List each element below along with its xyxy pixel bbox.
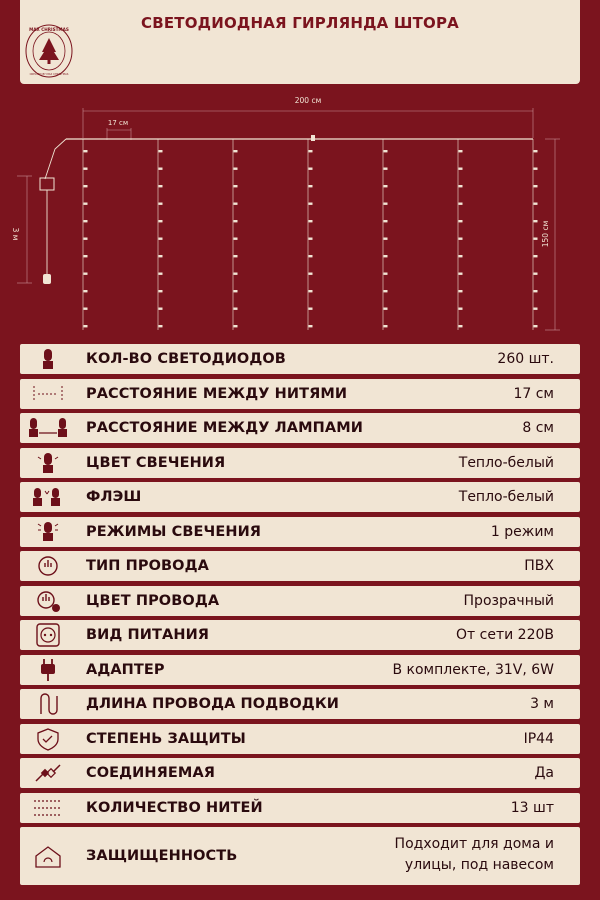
spec-row — [20, 689, 580, 719]
led-lamp — [84, 290, 88, 292]
spec-label: ВИД ПИТАНИЯ — [86, 627, 210, 643]
modes-icon — [28, 520, 68, 544]
led-lamp — [309, 185, 313, 187]
height-label: 150 см — [541, 220, 550, 248]
adapter-plug-icon — [28, 658, 68, 682]
spec-label: ЦВЕТ СВЕЧЕНИЯ — [86, 454, 226, 471]
led-lamp — [534, 203, 538, 205]
spec-label: СОЕДИНЯЕМАЯ — [86, 765, 216, 781]
led-bulb-icon — [28, 347, 68, 371]
spec-label: КОЛ-ВО СВЕТОДИОДОВ — [86, 351, 286, 367]
led-lamp — [309, 325, 313, 327]
led-lamp — [534, 255, 538, 257]
led-lamp — [84, 220, 88, 222]
spec-value: 17 см — [513, 385, 554, 402]
strand-spacing-icon — [28, 382, 68, 406]
spacing-label: 17 см — [107, 119, 129, 127]
led-lamp — [234, 203, 238, 205]
width-label: 200 см — [294, 96, 322, 105]
led-lamp — [534, 325, 538, 327]
led-lamp — [309, 238, 313, 240]
led-lamp — [459, 220, 463, 222]
flash-icon — [28, 485, 68, 509]
house-icon — [28, 844, 68, 868]
wire-type-icon — [28, 554, 68, 578]
spec-row — [20, 586, 580, 616]
led-lamp — [459, 185, 463, 187]
led-lamp — [309, 290, 313, 292]
glow-color-icon — [28, 451, 68, 475]
power-socket-icon — [28, 623, 68, 647]
led-lamp — [159, 220, 163, 222]
logo-bottom-text: CREATED BY MAX CHRISTMAS — [29, 73, 69, 76]
led-lamp — [159, 168, 163, 170]
led-lamp — [384, 273, 388, 275]
led-lamp — [384, 290, 388, 292]
led-lamp — [159, 150, 163, 152]
led-lamp — [309, 273, 313, 275]
led-lamp — [459, 203, 463, 205]
spec-label: ЗАЩИЩЕННОСТЬ — [86, 848, 238, 864]
spec-row — [20, 620, 580, 650]
lamp-spacing-icon — [28, 416, 68, 440]
cable-length-icon — [28, 692, 68, 716]
led-lamp — [534, 150, 538, 152]
spec-label: КОЛИЧЕСТВО НИТЕЙ — [86, 799, 263, 816]
led-lamp — [534, 308, 538, 310]
shield-check-icon — [28, 727, 68, 751]
led-lamp — [534, 220, 538, 222]
spec-value: Прозрачный — [463, 592, 554, 609]
spec-value: Подходит для дома и улицы, под навесом — [394, 836, 554, 873]
led-lamp — [84, 203, 88, 205]
spec-label: ФЛЭШ — [86, 489, 142, 505]
spec-value: 8 см — [522, 420, 554, 436]
led-lamp — [309, 150, 313, 152]
led-lamp — [84, 238, 88, 240]
led-lamp — [234, 273, 238, 275]
strands-count-icon — [28, 796, 68, 820]
curtain-diagram — [0, 84, 600, 340]
led-lamp — [534, 185, 538, 187]
led-lamp — [234, 290, 238, 292]
spec-label: АДАПТЕР — [86, 661, 165, 678]
led-lamp — [384, 168, 388, 170]
led-lamp — [459, 238, 463, 240]
spec-label: СТЕПЕНЬ ЗАЩИТЫ — [86, 730, 246, 747]
led-lamp — [384, 203, 388, 205]
led-lamp — [309, 168, 313, 170]
spec-label: ЦВЕТ ПРОВОДА — [86, 592, 220, 609]
led-lamp — [384, 238, 388, 240]
led-lamp — [459, 168, 463, 170]
spec-row — [20, 655, 580, 685]
led-lamp — [384, 255, 388, 257]
spec-value: 13 шт — [510, 799, 554, 816]
led-lamp — [159, 273, 163, 275]
spec-row — [20, 517, 580, 547]
led-lamp — [159, 203, 163, 205]
spec-label: РАССТОЯНИЕ МЕЖДУ НИТЯМИ — [86, 385, 348, 402]
led-lamp — [159, 255, 163, 257]
led-lamp — [159, 308, 163, 310]
led-lamp — [534, 238, 538, 240]
lead-length-label: 3 м — [11, 227, 20, 241]
led-lamp — [384, 185, 388, 187]
wire-color-icon — [28, 589, 68, 613]
led-lamp — [159, 325, 163, 327]
led-lamp — [459, 325, 463, 327]
logo-top-text: MAX CHRISTMAS — [29, 27, 69, 32]
led-lamp — [534, 273, 538, 275]
spec-label: РАССТОЯНИЕ МЕЖДУ ЛАМПАМИ — [86, 420, 363, 436]
spec-value: Да — [534, 765, 554, 781]
led-lamp — [309, 255, 313, 257]
header — [20, 0, 580, 84]
led-lamp — [84, 273, 88, 275]
led-lamp — [234, 168, 238, 170]
spec-row — [20, 793, 580, 823]
spec-row — [20, 827, 580, 885]
spec-value: 3 м — [530, 696, 554, 712]
spec-value: ПВХ — [524, 558, 554, 574]
spec-label: ДЛИНА ПРОВОДА ПОДВОДКИ — [86, 696, 340, 712]
led-strands — [83, 139, 538, 330]
led-lamp — [534, 168, 538, 170]
spec-row — [20, 413, 580, 443]
led-lamp — [84, 168, 88, 170]
led-lamp — [384, 220, 388, 222]
led-lamp — [159, 238, 163, 240]
led-lamp — [159, 290, 163, 292]
spec-value: IP44 — [523, 730, 554, 747]
led-lamp — [234, 185, 238, 187]
led-lamp — [309, 220, 313, 222]
spec-row — [20, 758, 580, 788]
led-lamp — [234, 325, 238, 327]
led-lamp — [234, 150, 238, 152]
led-lamp — [534, 290, 538, 292]
spec-label: РЕЖИМЫ СВЕЧЕНИЯ — [86, 523, 262, 540]
spec-value: В комплекте, 31V, 6W — [392, 661, 554, 678]
led-lamp — [309, 203, 313, 205]
led-lamp — [234, 255, 238, 257]
led-lamp — [234, 308, 238, 310]
led-lamp — [459, 308, 463, 310]
spec-row — [20, 344, 580, 374]
spec-row — [20, 379, 580, 409]
spec-value: Тепло-белый — [458, 454, 554, 471]
spec-value: От сети 220В — [456, 627, 554, 643]
led-lamp — [84, 325, 88, 327]
spec-label: ТИП ПРОВОДА — [86, 558, 209, 574]
led-lamp — [84, 150, 88, 152]
spec-row — [20, 724, 580, 754]
led-lamp — [234, 238, 238, 240]
led-lamp — [234, 220, 238, 222]
led-lamp — [159, 185, 163, 187]
led-lamp — [459, 273, 463, 275]
led-lamp — [84, 255, 88, 257]
spec-row — [20, 482, 580, 512]
led-lamp — [459, 150, 463, 152]
connectable-icon — [28, 761, 68, 785]
led-lamp — [384, 150, 388, 152]
spec-value: Тепло-белый — [458, 489, 554, 505]
led-lamp — [309, 308, 313, 310]
page-title: СВЕТОДИОДНАЯ ГИРЛЯНДА ШТОРА — [140, 14, 459, 32]
led-lamp — [84, 185, 88, 187]
spec-row — [20, 448, 580, 478]
led-lamp — [384, 325, 388, 327]
led-lamp — [384, 308, 388, 310]
led-lamp — [459, 255, 463, 257]
spec-row — [20, 551, 580, 581]
spec-value: 260 шт. — [497, 351, 554, 367]
led-lamp — [84, 308, 88, 310]
spec-value: 1 режим — [490, 523, 554, 540]
led-lamp — [459, 290, 463, 292]
